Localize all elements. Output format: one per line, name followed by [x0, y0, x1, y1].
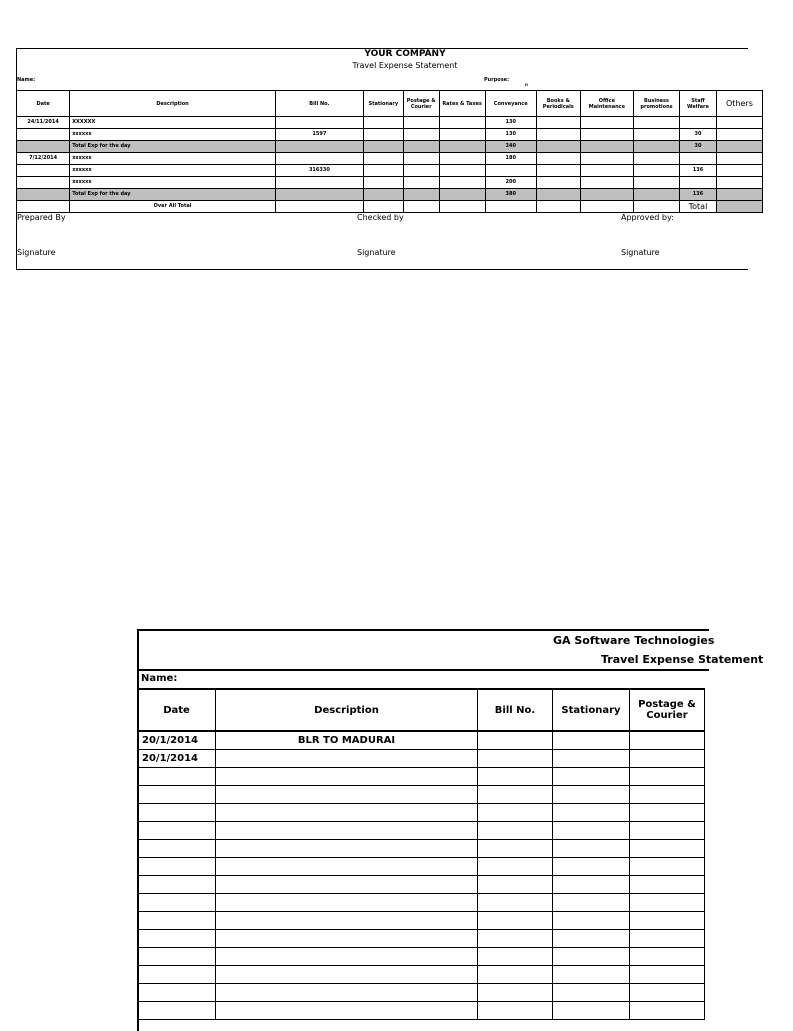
cell-empty[interactable]	[478, 840, 553, 858]
cell-empty[interactable]	[634, 189, 680, 201]
cell-empty[interactable]	[216, 894, 478, 912]
purpose-value: n	[525, 82, 528, 87]
cell-empty[interactable]	[553, 822, 630, 840]
table-row	[17, 177, 763, 189]
cell-empty[interactable]	[216, 966, 478, 984]
cell-empty[interactable]	[216, 822, 478, 840]
cell-empty[interactable]	[216, 786, 478, 804]
cell-welfare[interactable]	[680, 117, 717, 129]
cell-welfare[interactable]	[680, 177, 717, 189]
cell-empty[interactable]	[478, 858, 553, 876]
cell-empty[interactable]	[138, 912, 216, 930]
cell-empty[interactable]	[439, 189, 485, 201]
cell-empty[interactable]	[580, 153, 633, 165]
cell-empty[interactable]	[634, 141, 680, 153]
cell-welfare[interactable]: 136	[680, 165, 717, 177]
cell-empty[interactable]	[553, 750, 630, 768]
cell-empty[interactable]	[580, 177, 633, 189]
expense-sheet-1	[16, 48, 753, 270]
cell-date[interactable]	[17, 189, 70, 201]
cell-empty[interactable]	[716, 153, 762, 165]
statement-subtitle: Travel Expense Statement	[352, 61, 458, 70]
cell-empty[interactable]	[216, 876, 478, 894]
cell-empty[interactable]	[403, 201, 439, 213]
cell-empty[interactable]	[403, 177, 439, 189]
cell-empty[interactable]	[439, 201, 485, 213]
checked-by-label: Checked by	[357, 213, 404, 222]
cell-empty[interactable]	[630, 984, 705, 1002]
cell-date[interactable]	[17, 177, 70, 189]
purpose-label: Purpose:	[484, 77, 510, 83]
statement-subtitle: Travel Expense Statement	[601, 653, 764, 666]
cell-empty[interactable]	[403, 129, 439, 141]
cell-empty[interactable]	[363, 165, 403, 177]
table-row	[138, 804, 705, 822]
cell-empty[interactable]	[634, 165, 680, 177]
cell-empty[interactable]	[138, 894, 216, 912]
cell-welfare[interactable]: 30	[680, 129, 717, 141]
cell-empty[interactable]	[478, 876, 553, 894]
table-row	[17, 165, 763, 177]
cell-empty[interactable]	[553, 1002, 630, 1020]
divider	[139, 669, 709, 671]
cell-bill[interactable]	[275, 177, 363, 189]
table-row	[138, 786, 705, 804]
cell-bill[interactable]	[275, 153, 363, 165]
cell-empty[interactable]	[17, 201, 70, 213]
cell-empty[interactable]	[478, 912, 553, 930]
header-others: Others	[716, 91, 762, 117]
header-description: Description	[70, 91, 276, 117]
cell-date[interactable]	[17, 141, 70, 153]
table-row	[138, 912, 705, 930]
cell-empty[interactable]	[553, 894, 630, 912]
cell-empty[interactable]	[553, 804, 630, 822]
signature-label-2: Signature	[357, 248, 396, 257]
cell-empty[interactable]	[536, 165, 580, 177]
cell-empty[interactable]	[634, 129, 680, 141]
header-books: Books & Periodicals	[536, 91, 580, 117]
cell-empty[interactable]	[630, 912, 705, 930]
cell-empty[interactable]	[216, 984, 478, 1002]
cell-date[interactable]: 20/1/2014	[138, 750, 216, 768]
header-stationary: Stationary	[553, 689, 630, 731]
cell-description[interactable]: xxxxxx	[70, 165, 276, 177]
name-label: Name:	[17, 77, 36, 83]
cell-empty[interactable]	[485, 201, 536, 213]
cell-empty[interactable]	[553, 912, 630, 930]
cell-conveyance[interactable]: 180	[485, 153, 536, 165]
cell-bill[interactable]	[275, 141, 363, 153]
cell-empty[interactable]	[630, 876, 705, 894]
header-date: Date	[138, 689, 216, 731]
cell-empty[interactable]	[553, 966, 630, 984]
cell-empty[interactable]	[716, 117, 762, 129]
cell-empty[interactable]	[634, 177, 680, 189]
table-row-daily-total	[17, 189, 763, 201]
cell-empty[interactable]	[553, 930, 630, 948]
cell-empty[interactable]	[363, 129, 403, 141]
expense-table	[16, 90, 763, 213]
cell-empty[interactable]	[553, 768, 630, 786]
cell-empty[interactable]	[439, 153, 485, 165]
table-row	[138, 894, 705, 912]
cell-empty[interactable]	[478, 930, 553, 948]
cell-conveyance[interactable]: 130	[485, 129, 536, 141]
cell-empty[interactable]	[630, 966, 705, 984]
cell-conveyance[interactable]: 200	[485, 177, 536, 189]
table-row-daily-total	[17, 141, 763, 153]
table-row	[138, 930, 705, 948]
header-welfare: Staff Welfare	[680, 91, 717, 117]
cell-empty[interactable]	[138, 840, 216, 858]
header-postage: Postage & Courier	[630, 689, 705, 731]
cell-empty[interactable]	[716, 189, 762, 201]
cell-conveyance[interactable]: 380	[485, 189, 536, 201]
cell-empty[interactable]	[536, 189, 580, 201]
cell-empty[interactable]	[630, 822, 705, 840]
cell-empty[interactable]	[138, 948, 216, 966]
table-row	[138, 731, 705, 750]
cell-empty[interactable]	[138, 984, 216, 1002]
cell-description[interactable]: xxxxxx	[70, 129, 276, 141]
cell-empty[interactable]	[553, 948, 630, 966]
cell-empty[interactable]	[216, 912, 478, 930]
cell-empty[interactable]	[580, 165, 633, 177]
cell-empty[interactable]	[478, 822, 553, 840]
cell-empty[interactable]	[363, 189, 403, 201]
cell-empty[interactable]	[363, 201, 403, 213]
company-title: YOUR COMPANY	[364, 49, 446, 59]
cell-date[interactable]: 24/11/2014	[17, 117, 70, 129]
cell-empty[interactable]	[553, 858, 630, 876]
header-date: Date	[17, 91, 70, 117]
signature-label-3: Signature	[621, 248, 660, 257]
cell-description[interactable]	[216, 750, 478, 768]
cell-description[interactable]: BLR TO MADURAI	[216, 731, 478, 750]
cell-empty[interactable]	[536, 153, 580, 165]
cell-empty[interactable]	[138, 804, 216, 822]
cell-empty[interactable]	[138, 768, 216, 786]
cell-empty[interactable]	[138, 930, 216, 948]
cell-empty[interactable]	[634, 153, 680, 165]
cell-empty[interactable]	[630, 731, 705, 750]
cell-conveyance[interactable]	[485, 165, 536, 177]
cell-empty[interactable]	[553, 876, 630, 894]
cell-empty[interactable]	[630, 930, 705, 948]
table-row	[138, 984, 705, 1002]
cell-empty[interactable]	[403, 117, 439, 129]
company-title: GA Software Technologies	[553, 634, 715, 647]
cell-empty[interactable]	[716, 141, 762, 153]
cell-empty[interactable]	[403, 165, 439, 177]
cell-empty[interactable]	[363, 117, 403, 129]
cell-description[interactable]: XXXXXX	[70, 117, 276, 129]
cell-empty[interactable]	[478, 786, 553, 804]
cell-date[interactable]: 20/1/2014	[138, 731, 216, 750]
cell-empty[interactable]	[580, 129, 633, 141]
cell-empty[interactable]	[630, 840, 705, 858]
table-header-row	[138, 689, 705, 731]
cell-empty[interactable]	[138, 1002, 216, 1020]
cell-date[interactable]	[17, 165, 70, 177]
cell-empty[interactable]	[580, 141, 633, 153]
cell-empty[interactable]	[478, 1002, 553, 1020]
cell-empty[interactable]	[536, 177, 580, 189]
table-row	[138, 966, 705, 984]
cell-bill[interactable]: 316330	[275, 165, 363, 177]
cell-empty[interactable]	[634, 201, 680, 213]
cell-empty[interactable]	[630, 858, 705, 876]
table-row	[138, 750, 705, 768]
cell-empty[interactable]	[138, 822, 216, 840]
cell-welfare[interactable]: 30	[680, 141, 717, 153]
cell-empty[interactable]	[138, 858, 216, 876]
cell-empty[interactable]	[630, 750, 705, 768]
cell-empty[interactable]	[630, 948, 705, 966]
cell-welfare[interactable]: 136	[680, 189, 717, 201]
cell-empty[interactable]	[478, 894, 553, 912]
cell-empty[interactable]	[403, 189, 439, 201]
cell-empty[interactable]	[536, 129, 580, 141]
signature-label-1: Signature	[17, 248, 56, 257]
header-bill-no: Bill No.	[478, 689, 553, 731]
cell-empty[interactable]	[439, 165, 485, 177]
cell-empty[interactable]	[536, 117, 580, 129]
cell-empty[interactable]	[216, 1002, 478, 1020]
expense-table	[137, 688, 705, 1020]
cell-empty[interactable]	[363, 141, 403, 153]
cell-empty[interactable]	[439, 117, 485, 129]
cell-empty[interactable]	[138, 786, 216, 804]
table-row-overall-total	[17, 201, 763, 213]
header-rates: Rates & Taxes	[439, 91, 485, 117]
overall-total-label: Over All Total	[70, 201, 276, 213]
cell-empty[interactable]	[478, 768, 553, 786]
cell-empty[interactable]	[630, 1002, 705, 1020]
cell-description[interactable]: xxxxxx	[70, 177, 276, 189]
cell-empty[interactable]	[478, 804, 553, 822]
table-row	[17, 117, 763, 129]
cell-description[interactable]: Total Exp for the day	[70, 141, 276, 153]
header-conveyance: Conveyance	[485, 91, 536, 117]
cell-empty[interactable]	[439, 177, 485, 189]
cell-date[interactable]	[17, 129, 70, 141]
cell-conveyance[interactable]: 240	[485, 141, 536, 153]
cell-empty[interactable]	[216, 858, 478, 876]
cell-empty[interactable]	[363, 177, 403, 189]
cell-empty[interactable]	[216, 768, 478, 786]
cell-empty[interactable]	[478, 948, 553, 966]
header-description: Description	[216, 689, 478, 731]
cell-empty[interactable]	[630, 804, 705, 822]
table-row	[138, 822, 705, 840]
cell-empty[interactable]	[216, 930, 478, 948]
name-label: Name:	[141, 673, 178, 684]
cell-empty[interactable]	[536, 141, 580, 153]
table-row	[17, 153, 763, 165]
cell-empty[interactable]	[478, 984, 553, 1002]
table-row	[138, 768, 705, 786]
cell-empty[interactable]	[439, 141, 485, 153]
table-row	[138, 948, 705, 966]
cell-empty[interactable]	[138, 876, 216, 894]
table-row	[138, 876, 705, 894]
cell-empty[interactable]	[716, 177, 762, 189]
cell-welfare[interactable]	[680, 153, 717, 165]
cell-empty[interactable]	[580, 201, 633, 213]
table-row	[138, 1002, 705, 1020]
cell-empty[interactable]	[553, 786, 630, 804]
cell-empty[interactable]	[553, 984, 630, 1002]
cell-empty[interactable]	[216, 948, 478, 966]
table-header-row	[17, 91, 763, 117]
cell-description[interactable]: xxxxxx	[70, 153, 276, 165]
cell-empty[interactable]	[478, 731, 553, 750]
cell-empty[interactable]	[403, 153, 439, 165]
cell-empty[interactable]	[478, 750, 553, 768]
cell-date[interactable]: 7/12/2014	[17, 153, 70, 165]
table-row	[138, 858, 705, 876]
cell-empty[interactable]	[216, 804, 478, 822]
header-postage: Postage & Courier	[403, 91, 439, 117]
cell-empty[interactable]	[553, 731, 630, 750]
cell-bill[interactable]: 1597	[275, 129, 363, 141]
total-label: Total	[680, 201, 717, 213]
approved-by-label: Approved by:	[621, 213, 674, 222]
cell-empty[interactable]	[403, 141, 439, 153]
prepared-by-label: Prepared By	[17, 213, 66, 222]
cell-empty[interactable]	[275, 201, 363, 213]
header-bill-no: Bill No.	[275, 91, 363, 117]
cell-grand-total[interactable]	[716, 201, 762, 213]
cell-empty[interactable]	[439, 129, 485, 141]
cell-empty[interactable]	[478, 966, 553, 984]
cell-empty[interactable]	[716, 129, 762, 141]
header-business: Business promotions	[634, 91, 680, 117]
cell-conveyance[interactable]: 130	[485, 117, 536, 129]
table-row	[138, 840, 705, 858]
header-stationary: Stationary	[363, 91, 403, 117]
cell-empty[interactable]	[536, 201, 580, 213]
cell-empty[interactable]	[553, 840, 630, 858]
cell-empty[interactable]	[580, 189, 633, 201]
cell-empty[interactable]	[630, 768, 705, 786]
cell-empty[interactable]	[580, 117, 633, 129]
cell-bill[interactable]	[275, 189, 363, 201]
header-office: Office Maintenance	[580, 91, 633, 117]
cell-empty[interactable]	[138, 966, 216, 984]
table-row	[17, 129, 763, 141]
cell-empty[interactable]	[630, 786, 705, 804]
cell-bill[interactable]	[275, 117, 363, 129]
cell-empty[interactable]	[634, 117, 680, 129]
expense-sheet-2	[137, 629, 764, 1031]
cell-empty[interactable]	[716, 165, 762, 177]
cell-empty[interactable]	[216, 840, 478, 858]
cell-empty[interactable]	[630, 894, 705, 912]
cell-description[interactable]: Total Exp for the day	[70, 189, 276, 201]
cell-empty[interactable]	[363, 153, 403, 165]
